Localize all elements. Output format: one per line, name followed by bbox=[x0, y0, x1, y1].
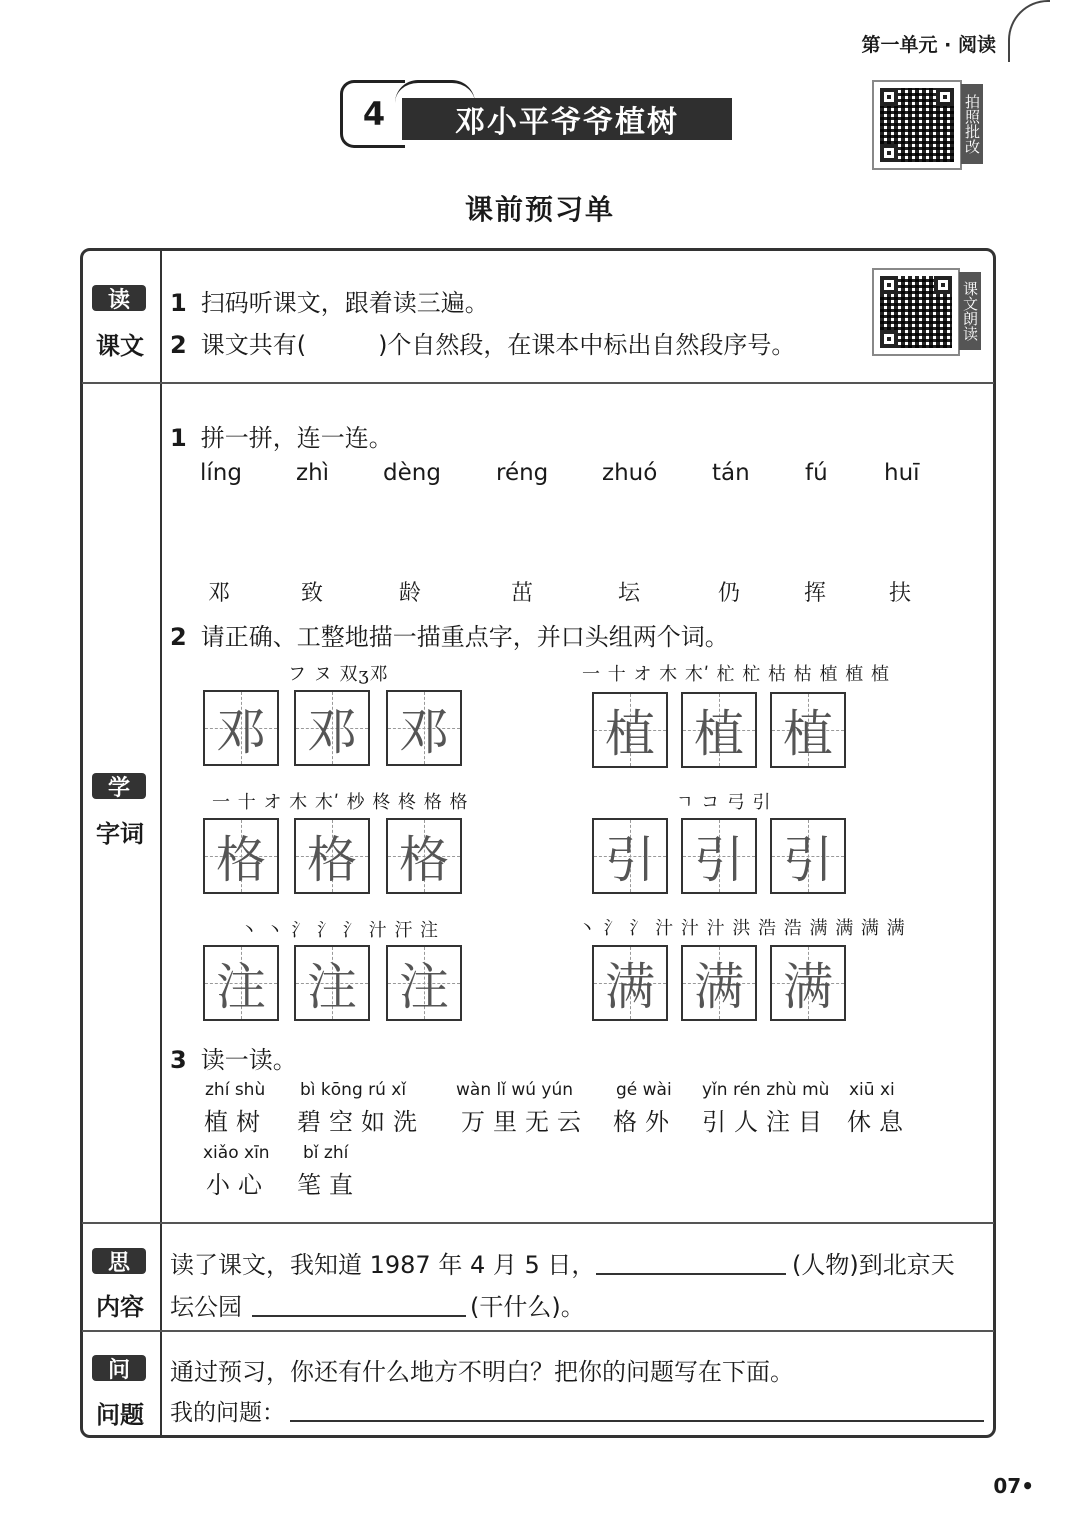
section-badge-think: 思 bbox=[92, 1248, 146, 1274]
word-text: 植树 bbox=[204, 1108, 268, 1136]
think-text-part-1: 读了课文，我知道 1987 年 4 月 5 日， bbox=[170, 1251, 596, 1279]
qr-code-icon[interactable] bbox=[872, 268, 960, 356]
word-text: 小心 bbox=[206, 1171, 270, 1199]
tracing-character: 邓 bbox=[216, 703, 266, 761]
question-text: 请正确、工整地描一描重点字，并口头组两个词。 bbox=[200, 623, 729, 651]
tracing-grid[interactable] bbox=[294, 690, 370, 766]
tracing-grid[interactable] bbox=[294, 818, 370, 894]
question-text: 读一读。 bbox=[200, 1046, 297, 1074]
tracing-character: 植 bbox=[605, 705, 655, 763]
answer-blank-question[interactable] bbox=[290, 1420, 984, 1422]
word-pinyin: xiǎo xīn bbox=[203, 1143, 270, 1163]
tracing-grid[interactable] bbox=[681, 818, 757, 894]
stroke-order: 一 十 オ 木 木ʹ 杧 杧 枯 枯 植 植 植 bbox=[582, 664, 890, 685]
tracing-character: 格 bbox=[307, 831, 357, 889]
ask-instruction: 通过预习，你还有什么地方不明白？把你的问题写在下面。 bbox=[170, 1358, 794, 1386]
tracing-character: 注 bbox=[307, 958, 357, 1016]
section-label-read: 课文 bbox=[96, 332, 144, 360]
tracing-grid[interactable] bbox=[592, 692, 668, 768]
tracing-grid[interactable] bbox=[592, 818, 668, 894]
tracing-grid[interactable] bbox=[203, 945, 279, 1021]
question-number: 3 bbox=[170, 1046, 187, 1074]
tracing-character: 注 bbox=[399, 958, 449, 1016]
stroke-order: ㄱ コ 弓 引 bbox=[676, 792, 772, 813]
tracing-grid[interactable] bbox=[770, 818, 846, 894]
character-item: 仍 bbox=[718, 581, 741, 606]
tracing-character: 满 bbox=[783, 958, 833, 1016]
word-text: 休息 bbox=[847, 1108, 911, 1136]
page-number-text: 07 bbox=[993, 1474, 1022, 1498]
tracing-character: 引 bbox=[605, 831, 655, 889]
qr-tab-label bbox=[959, 272, 981, 350]
character-item: 坛 bbox=[618, 581, 641, 606]
tracing-character: 邓 bbox=[307, 703, 357, 761]
tracing-character: 邓 bbox=[399, 703, 449, 761]
lesson-title: 邓小平爷爷植树 bbox=[402, 98, 732, 140]
row-divider bbox=[82, 1330, 994, 1332]
lesson-number: 4 bbox=[340, 80, 405, 148]
word-pinyin: wàn lǐ wú yún bbox=[456, 1080, 574, 1100]
unit-header: 第一单元 · 阅读 bbox=[861, 34, 996, 56]
question-number: 1 bbox=[170, 289, 187, 317]
section-label-think: 内容 bbox=[96, 1293, 144, 1321]
tracing-grid[interactable] bbox=[386, 818, 462, 894]
tracing-grid[interactable] bbox=[681, 945, 757, 1021]
read-question-2 bbox=[170, 325, 795, 360]
read-question-1 bbox=[170, 283, 489, 318]
word-text: 格外 bbox=[613, 1108, 677, 1136]
tracing-grid[interactable] bbox=[386, 945, 462, 1021]
tracing-character: 满 bbox=[605, 958, 655, 1016]
section-badge-learn: 学 bbox=[92, 773, 146, 799]
learn-question-1 bbox=[170, 418, 393, 453]
row-divider bbox=[82, 1222, 994, 1224]
word-pinyin: bǐ zhí bbox=[303, 1143, 349, 1163]
think-text-part-4: (干什么)。 bbox=[470, 1293, 585, 1321]
tracing-grid[interactable] bbox=[770, 692, 846, 768]
tracing-grid[interactable] bbox=[592, 945, 668, 1021]
word-pinyin: xiū xi bbox=[849, 1080, 895, 1100]
tracing-grid[interactable] bbox=[681, 692, 757, 768]
tracing-character: 格 bbox=[216, 831, 266, 889]
word-pinyin: zhí shù bbox=[205, 1080, 266, 1100]
word-pinyin: bì kōng rú xǐ bbox=[300, 1080, 407, 1100]
pinyin-item: líng bbox=[200, 460, 242, 486]
word-text: 万里无云 bbox=[461, 1108, 589, 1136]
section-label-ask: 问题 bbox=[96, 1401, 144, 1429]
learn-question-2 bbox=[170, 617, 729, 652]
tracing-character: 格 bbox=[399, 831, 449, 889]
word-text: 笔直 bbox=[297, 1171, 361, 1199]
think-text-part-3: 坛公园 bbox=[170, 1293, 242, 1321]
stroke-order: 一 十 オ 木 木ʹ 杪 柊 柊 格 格 bbox=[212, 792, 469, 813]
learn-question-3 bbox=[170, 1040, 297, 1075]
pinyin-item: tán bbox=[712, 460, 750, 486]
tracing-grid[interactable] bbox=[203, 690, 279, 766]
word-text: 引人注目 bbox=[702, 1108, 830, 1136]
question-number: 2 bbox=[170, 331, 187, 359]
tracing-character: 引 bbox=[694, 831, 744, 889]
tracing-character: 引 bbox=[783, 831, 833, 889]
pinyin-item: zhì bbox=[296, 460, 330, 486]
page-subtitle: 课前预习单 bbox=[464, 193, 615, 226]
tracing-character: 满 bbox=[694, 958, 744, 1016]
section-label-learn: 字词 bbox=[96, 820, 144, 848]
character-item: 茁 bbox=[511, 581, 534, 606]
pinyin-item: zhuó bbox=[602, 460, 658, 486]
pinyin-item: huī bbox=[884, 460, 920, 486]
page-corner-decoration bbox=[1008, 0, 1050, 62]
tracing-grid[interactable] bbox=[294, 945, 370, 1021]
think-text-part-2: (人物)到北京天 bbox=[792, 1251, 955, 1279]
tracing-character: 植 bbox=[694, 705, 744, 763]
question-number: 1 bbox=[170, 424, 187, 452]
character-item: 龄 bbox=[399, 581, 422, 606]
word-pinyin: yǐn rén zhù mù bbox=[702, 1080, 830, 1100]
answer-blank-person[interactable] bbox=[596, 1273, 786, 1275]
ask-prompt: 我的问题： bbox=[170, 1400, 285, 1426]
question-text: 扫码听课文，跟着读三遍。 bbox=[200, 289, 489, 317]
tracing-grid[interactable] bbox=[386, 690, 462, 766]
character-item: 扶 bbox=[889, 581, 912, 606]
tracing-character: 植 bbox=[783, 705, 833, 763]
qr-tab-label bbox=[961, 84, 983, 164]
pinyin-item: fú bbox=[805, 460, 828, 486]
qr-code-icon[interactable] bbox=[872, 80, 962, 170]
section-badge-ask: 问 bbox=[92, 1355, 146, 1381]
column-divider bbox=[160, 250, 162, 1436]
question-text: 课文共有( )个自然段，在课本中标出自然段序号。 bbox=[200, 331, 796, 359]
answer-blank-action[interactable] bbox=[252, 1315, 466, 1317]
stroke-order: 丶 丶 氵 氵 氵 汁 汗 注 bbox=[240, 920, 440, 941]
qr-tab-text: 拍照批改 bbox=[963, 94, 981, 154]
tracing-grid[interactable] bbox=[770, 945, 846, 1021]
row-divider bbox=[82, 382, 994, 384]
question-text: 拼一拼，连一连。 bbox=[200, 424, 393, 452]
character-item: 邓 bbox=[208, 581, 231, 606]
pinyin-item: dèng bbox=[383, 460, 441, 486]
character-item: 挥 bbox=[804, 581, 827, 606]
tracing-grid[interactable] bbox=[203, 818, 279, 894]
pinyin-item: réng bbox=[496, 460, 549, 486]
section-badge-read: 读 bbox=[92, 285, 146, 311]
word-text: 碧空如洗 bbox=[297, 1108, 425, 1136]
question-number: 2 bbox=[170, 623, 187, 651]
page-number: 07• bbox=[993, 1474, 1034, 1498]
word-pinyin: gé wài bbox=[616, 1080, 672, 1100]
stroke-order: フ ヌ 双ʒ邓 bbox=[288, 664, 389, 685]
tracing-character: 注 bbox=[216, 958, 266, 1016]
character-item: 致 bbox=[301, 581, 324, 606]
qr-tab-text: 课文朗读 bbox=[961, 281, 979, 341]
stroke-order: 丶 氵 氵 汁 汁 汁 洪 浩 浩 满 满 满 满 bbox=[578, 918, 906, 939]
